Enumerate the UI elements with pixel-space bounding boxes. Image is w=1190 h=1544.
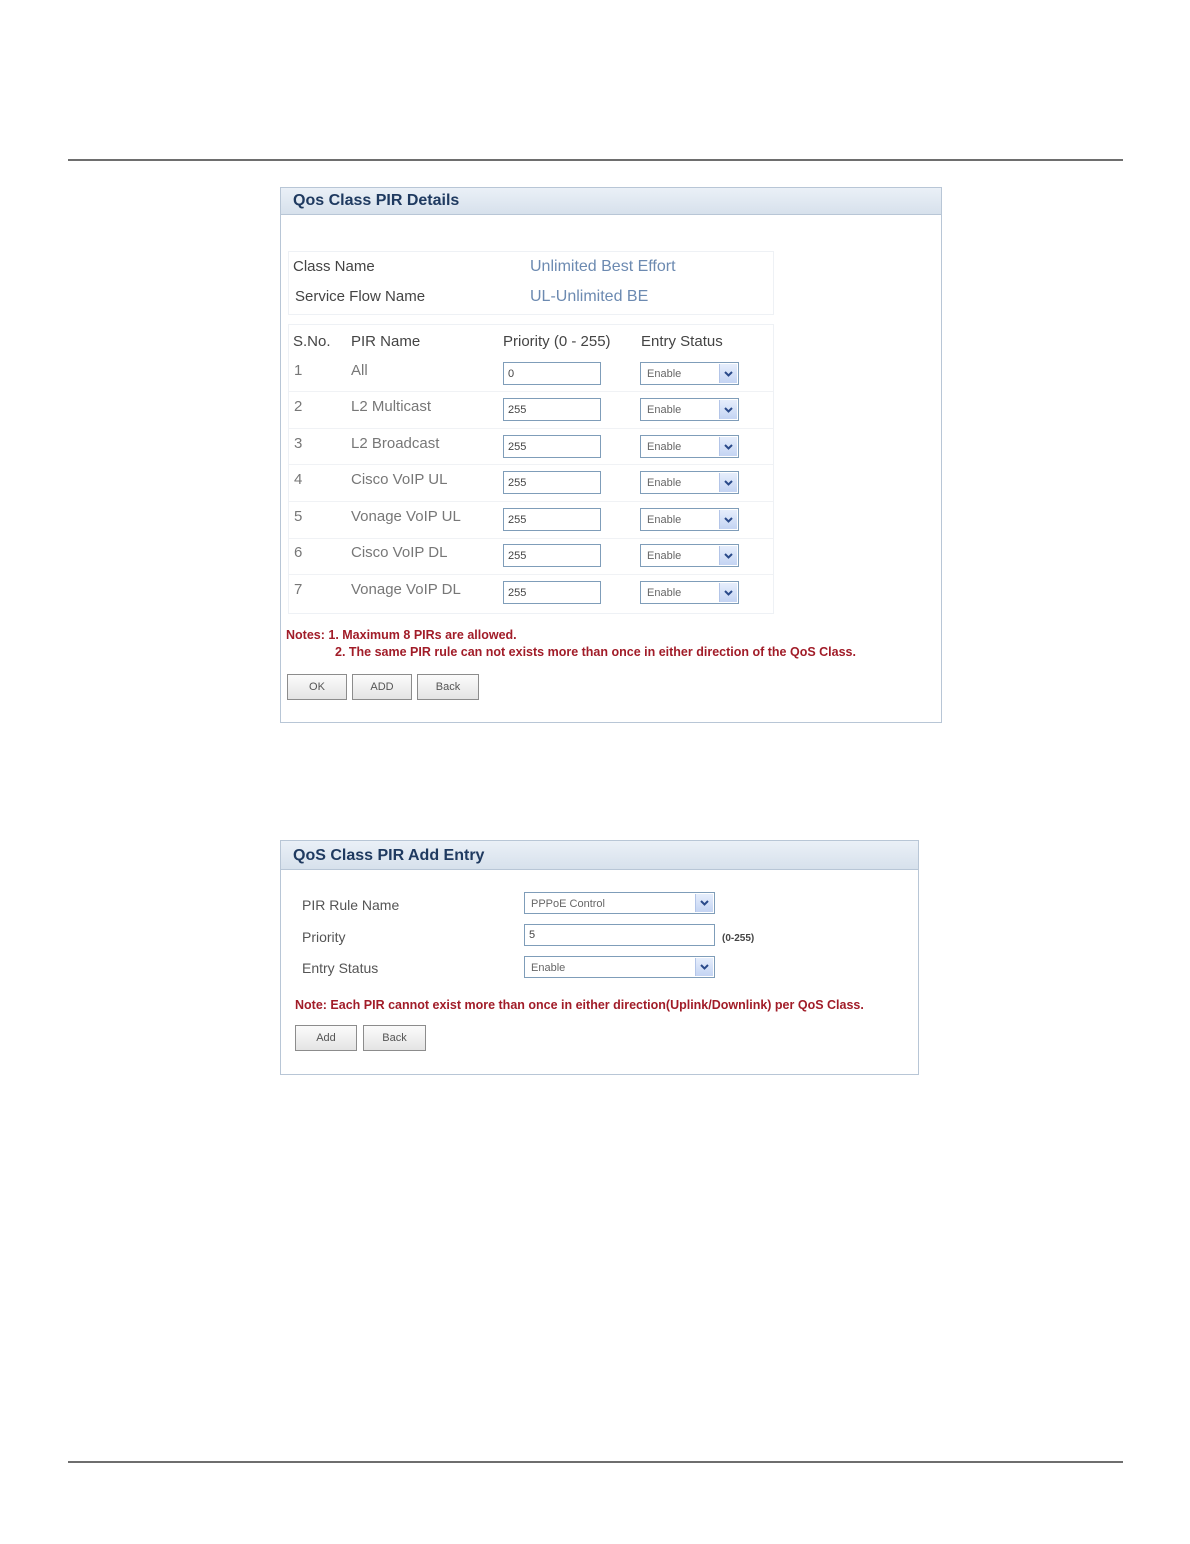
row-pir-name: L2 Broadcast: [351, 435, 440, 452]
priority-input[interactable]: [503, 435, 601, 458]
entry-status-select[interactable]: [640, 471, 739, 494]
col-header-pir-name: PIR Name: [351, 333, 421, 350]
row-sno: 4: [294, 471, 303, 488]
row-sno: 3: [294, 435, 303, 452]
row-divider: [289, 391, 773, 392]
notes-line-2: 2. The same PIR rule can not exists more than once in either direction of the QoS Class.: [335, 645, 856, 659]
priority-input[interactable]: [503, 508, 601, 531]
row-sno: 5: [294, 508, 303, 525]
entry-status-value: Enable: [647, 404, 682, 416]
priority-input[interactable]: [503, 581, 601, 604]
entry-status-select[interactable]: [640, 362, 739, 385]
row-divider: [289, 464, 773, 465]
chevron-down-icon[interactable]: [719, 437, 737, 456]
entry-status-value: Enable: [647, 587, 682, 599]
service-flow-value: UL-Unlimited BE: [530, 288, 649, 305]
col-header-entry-status: Entry Status: [641, 333, 723, 350]
entry-status-value: Enable: [647, 477, 682, 489]
row-pir-name: All: [351, 362, 368, 379]
add-button[interactable]: Add: [295, 1025, 357, 1051]
row-sno: 1: [294, 362, 303, 379]
priority-input[interactable]: [503, 362, 601, 385]
add-button[interactable]: ADD: [352, 674, 412, 700]
pir-details-title: Qos Class PIR Details: [281, 188, 941, 215]
pir-details-panel: [280, 187, 942, 723]
back-button[interactable]: Back: [417, 674, 479, 700]
pir-add-entry-title: QoS Class PIR Add Entry: [281, 841, 918, 870]
priority-input[interactable]: [524, 924, 715, 946]
row-pir-name: Vonage VoIP DL: [351, 581, 461, 598]
row-divider: [289, 574, 773, 575]
class-name-label: Class Name: [293, 258, 375, 275]
row-pir-name: Vonage VoIP UL: [351, 508, 461, 525]
chevron-down-icon[interactable]: [695, 894, 713, 912]
bottom-divider: [68, 1461, 1123, 1463]
row-pir-name: L2 Multicast: [351, 398, 432, 415]
entry-status-value: Enable: [647, 441, 682, 453]
row-sno: 2: [294, 398, 303, 415]
priority-range-hint: (0-255): [722, 933, 755, 944]
pir-add-entry-panel: [280, 840, 919, 1075]
chevron-down-icon[interactable]: [719, 546, 737, 565]
row-sno: 7: [294, 581, 303, 598]
entry-status-select[interactable]: [640, 544, 739, 567]
entry-status-select[interactable]: [640, 435, 739, 458]
row-pir-name: Cisco VoIP DL: [351, 544, 448, 561]
priority-input[interactable]: [503, 544, 601, 567]
col-header-sno: S.No.: [293, 333, 331, 350]
col-header-priority: Priority (0 - 255): [503, 333, 611, 350]
class-name-value: Unlimited Best Effort: [530, 258, 676, 275]
chevron-down-icon[interactable]: [695, 958, 713, 976]
row-divider: [289, 538, 773, 539]
row-pir-name: Cisco VoIP UL: [351, 471, 448, 488]
priority-label: Priority: [302, 929, 346, 945]
chevron-down-icon[interactable]: [719, 473, 737, 492]
chevron-down-icon[interactable]: [719, 583, 737, 602]
priority-input[interactable]: [503, 471, 601, 494]
pir-rule-name-value: PPPoE Control: [531, 898, 605, 910]
add-entry-note: Note: Each PIR cannot exist more than once in either direction(Uplink/Downlink) per QoS Class.: [295, 998, 864, 1012]
entry-status-value: Enable: [647, 368, 682, 380]
back-button[interactable]: Back: [363, 1025, 426, 1051]
pir-rule-name-label: PIR Rule Name: [302, 897, 400, 913]
entry-status-select[interactable]: [640, 581, 739, 604]
service-flow-label: Service Flow Name: [295, 288, 426, 305]
row-divider: [289, 428, 773, 429]
entry-status-select[interactable]: [640, 398, 739, 421]
row-sno: 6: [294, 544, 303, 561]
chevron-down-icon[interactable]: [719, 364, 737, 383]
notes-line-1: Notes: 1. Maximum 8 PIRs are allowed.: [286, 628, 517, 642]
entry-status-value: Enable: [531, 962, 566, 974]
entry-status-select[interactable]: [640, 508, 739, 531]
priority-input[interactable]: [503, 398, 601, 421]
chevron-down-icon[interactable]: [719, 510, 737, 529]
top-divider: [68, 159, 1123, 161]
entry-status-value: Enable: [647, 550, 682, 562]
row-divider: [289, 501, 773, 502]
entry-status-select[interactable]: [524, 956, 715, 978]
chevron-down-icon[interactable]: [719, 400, 737, 419]
entry-status-label: Entry Status: [302, 960, 379, 976]
entry-status-value: Enable: [647, 514, 682, 526]
pir-rule-name-select[interactable]: [524, 892, 715, 914]
ok-button[interactable]: OK: [287, 674, 347, 700]
